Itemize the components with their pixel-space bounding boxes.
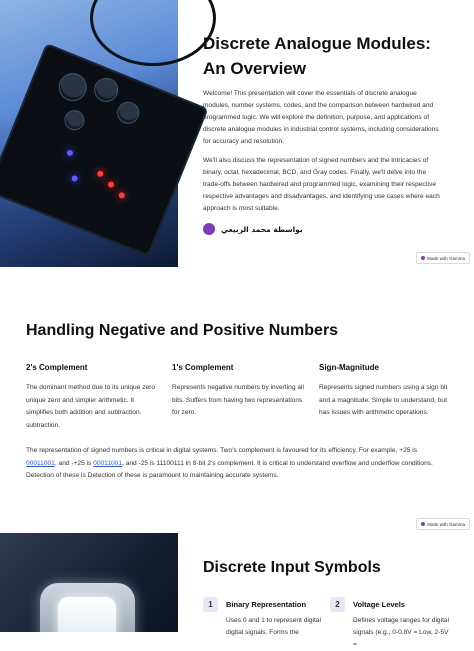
- red-led-decoration: [96, 170, 104, 178]
- blue-led-decoration: [66, 149, 74, 157]
- cable-decoration: [90, 0, 216, 66]
- made-with-gamma-badge[interactable]: [416, 518, 470, 530]
- slide-title: Discrete Input Symbols: [203, 559, 381, 576]
- author-name: بواسطة محمد الربيعي: [221, 224, 303, 234]
- gamma-logo-icon: [421, 522, 425, 526]
- paragraph-text: , and -25 is 11100111 in 8-bit 2's complement. It is critical to understand overflow and underflow conditions. Detection of these is Detection of these is paramount to maintaining accurate systems.: [26, 459, 433, 479]
- binary-link-2[interactable]: 00011001: [93, 459, 123, 467]
- blue-led-decoration: [71, 175, 79, 183]
- capacitor-decoration: [115, 100, 141, 126]
- column-text: Represents negative numbers by inverting all bits. Suffers from having two representations for zero.: [172, 384, 304, 416]
- avatar: [203, 223, 215, 235]
- column-heading: 2's Complement: [26, 363, 88, 372]
- signed-numbers-paragraph: [26, 445, 446, 483]
- column-heading: Sign-Magnitude: [319, 363, 379, 372]
- step-text: Uses 0 and 1 to represent digital digital signals. Forms the: [226, 617, 321, 636]
- capacitor-decoration: [56, 70, 90, 104]
- column-heading: 1's Complement: [172, 363, 234, 372]
- column-text: The dominant method due to its unique zero unique zero and simpler arithmetic. It simplifies both addition and subtraction. subtraction.: [26, 384, 156, 429]
- step-number: 1: [203, 597, 218, 612]
- step-text: Defines voltage ranges for digital signals (e.g., 0-0.8V = Low, 2-5V =: [353, 617, 450, 648]
- column-ones-complement: [172, 363, 304, 420]
- slide-discrete-input: [0, 533, 474, 648]
- column-text: Represents signed numbers using a sign bit and a magnitude. Simple to understand, but has issues with arithmetic operations.: [319, 384, 448, 416]
- binary-link-1[interactable]: 00011001: [26, 459, 55, 467]
- step-heading: Voltage Levels: [353, 600, 405, 609]
- switch-glow-decoration: [58, 597, 116, 632]
- circuit-board-image: [0, 0, 178, 267]
- intro-paragraph: Welcome! This presentation will cover the essentials of discrete analogue modules, number systems, codes, and the comparison between hardwired and programmed logic. We will explore the definition, purpose, and applications of discrete analogue modules in industrial control systems, including considerations for accuracy and resolution.: [203, 90, 439, 145]
- made-with-gamma-badge[interactable]: [416, 252, 470, 264]
- switch-icon-image: [0, 533, 178, 632]
- intro-paragraph-2: We'll also discuss the representation of signed numbers and the intricacies of binary, octal, hexadecimal, BCD, and Gray codes. Finally, we'll delve into the trade-offs between hardwired and programmed logic, examining their respective respective advantages and disadvantages, and identifying use cases where each approach is most suitable.: [203, 157, 440, 212]
- step-voltage-levels: [330, 597, 453, 651]
- step-number: 2: [330, 597, 345, 612]
- paragraph-text: The representation of signed numbers is critical in digital systems. Two's complement is favoured for its efficiency. For example, +25 is: [26, 447, 418, 454]
- step-binary-representation: [203, 597, 326, 639]
- circuit-board: [0, 43, 209, 257]
- column-twos-complement: [26, 363, 158, 432]
- slide-signed-numbers: [0, 268, 474, 532]
- badge-label: Made with Gamma: [427, 521, 465, 527]
- author-row: [203, 222, 303, 236]
- capacitor-decoration: [63, 108, 86, 131]
- red-led-decoration: [107, 181, 115, 189]
- red-led-decoration: [118, 191, 126, 199]
- capacitor-decoration: [92, 76, 121, 105]
- slide-title: Discrete Analogue Modules: An Overview: [203, 34, 431, 78]
- step-heading: Binary Representation: [226, 600, 307, 609]
- badge-label: Made with Gamma: [427, 255, 465, 261]
- slide-overview: [0, 0, 474, 267]
- slide-title: Handling Negative and Positive Numbers: [26, 322, 339, 339]
- gamma-logo-icon: [421, 256, 425, 260]
- column-sign-magnitude: [319, 363, 451, 420]
- paragraph-text: , and -+25 is: [54, 459, 94, 467]
